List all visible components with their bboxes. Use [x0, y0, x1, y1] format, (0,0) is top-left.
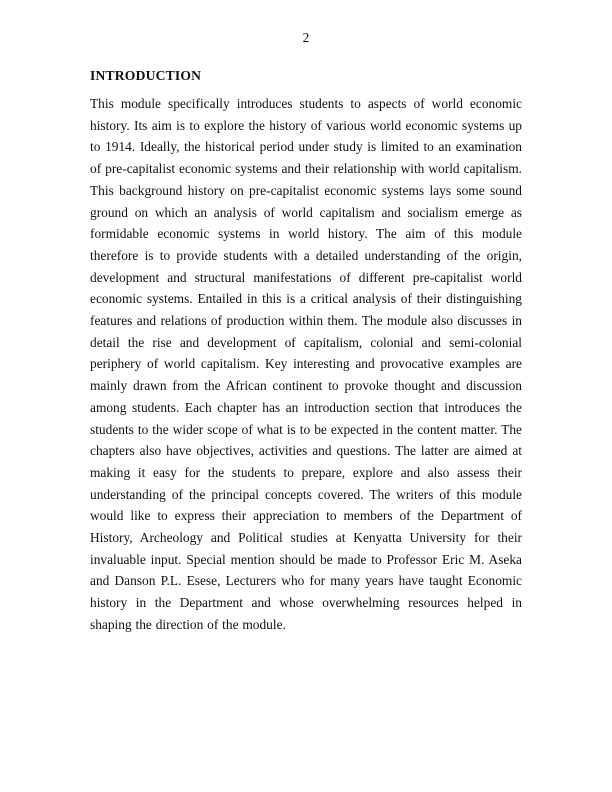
section-heading: INTRODUCTION — [90, 68, 202, 83]
page-number: 2 — [302, 30, 310, 45]
body-paragraph: This module specifically introduces students to aspects of world economic history. Its aim is to explore the history of various world economic systems up to 1914. Ideally, the historical period under study is limited to an examination of pre-capitalist economic systems and their relationship with world capitalism. This background history on pre-capitalist economic systems lays some sound ground on which an analysis of world capitalism and socialism emerge as formidable economic systems in world history. The aim of this module therefore is to provide students with a detailed understanding of the origin, development and structural manifestations of different pre-capitalist world economic systems. Entailed in this is a critical analysis of their distinguishing features and relations of production within them. The module also discusses in detail the rise and development of capitalism, colonial and semi-colonial periphery of world capitalism. Key interesting and provocative examples are mainly drawn from the African continent to provoke thought and discussion among students. Each chapter has an introduction section that introduces the students to the wider scope of what is to be expected in the content matter. The chapters also have objectives, activities and questions. The latter are aimed at making it easy for the students to prepare, explore and also assess their understanding of the principal concepts covered. The writers of this module would like to express their appreciation to members of the Department of History, Archeology and Political studies at Kenyatta University for their invaluable input. Special mention should be made to Professor Eric M. Aseka and Danson P.L. Esese, Lecturers who for many years have taught Economic history in the Department and whose overwhelming resources helped in shaping the direction of the module. — [90, 96, 522, 632]
